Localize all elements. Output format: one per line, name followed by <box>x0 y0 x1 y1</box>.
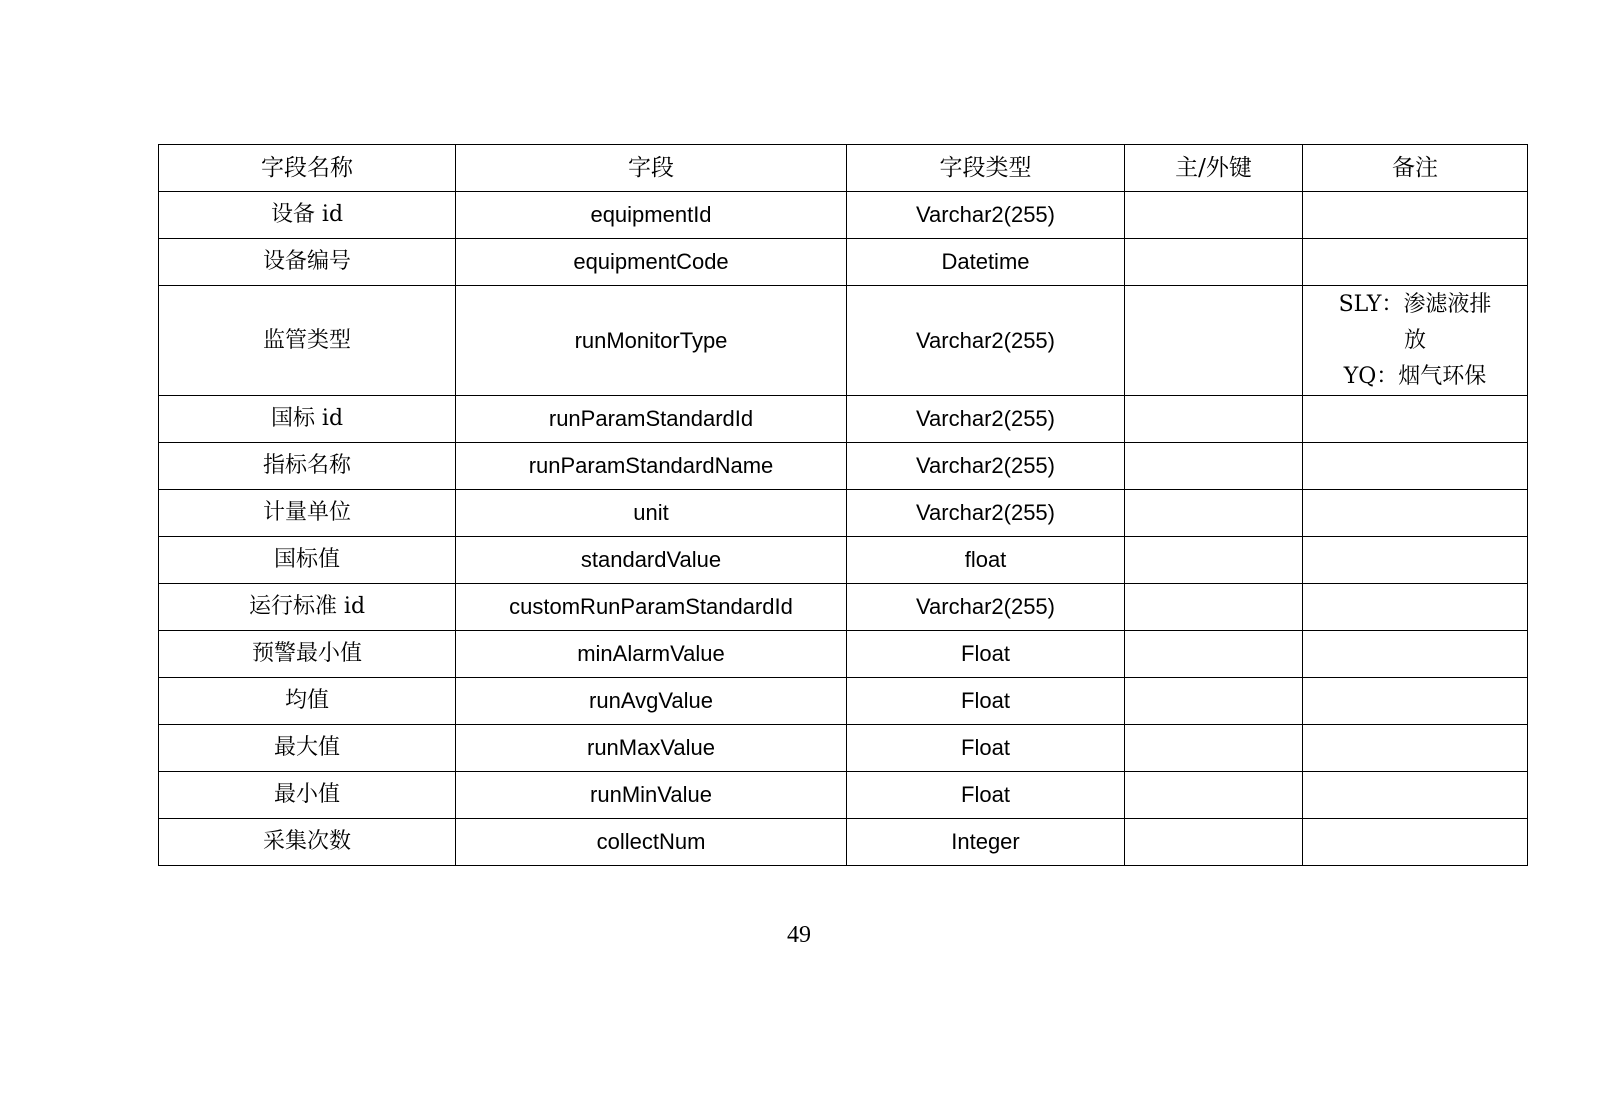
cell-key <box>1125 443 1303 490</box>
cell-field: equipmentCode <box>456 239 847 286</box>
cell-note <box>1303 443 1528 490</box>
cell-field-type: Varchar2(255) <box>847 584 1125 631</box>
cell-field-name: 设备编号 <box>159 239 456 286</box>
cell-note <box>1303 584 1528 631</box>
cell-key <box>1125 584 1303 631</box>
cell-key <box>1125 239 1303 286</box>
table-row <box>159 584 1528 631</box>
cell-field-name: 运行标准 id <box>159 584 456 631</box>
cell-note <box>1303 239 1528 286</box>
header-note: 备注 <box>1303 145 1528 192</box>
cell-field-type: Varchar2(255) <box>847 443 1125 490</box>
table-row <box>159 286 1528 396</box>
table-row <box>159 443 1528 490</box>
table-row <box>159 725 1528 772</box>
cell-field-type: Varchar2(255) <box>847 396 1125 443</box>
cell-field-name: 监管类型 <box>159 286 456 396</box>
table-row <box>159 537 1528 584</box>
table-row <box>159 192 1528 239</box>
header-field-type: 字段类型 <box>847 145 1125 192</box>
cell-field-name: 均值 <box>159 678 456 725</box>
cell-field-type: Float <box>847 772 1125 819</box>
cell-note <box>1303 772 1528 819</box>
table-row <box>159 239 1528 286</box>
cell-field-type: Float <box>847 631 1125 678</box>
cell-field-name: 最大值 <box>159 725 456 772</box>
header-key: 主/外键 <box>1125 145 1303 192</box>
note-line: SLY：渗滤液排 <box>1338 291 1492 317</box>
cell-field: minAlarmValue <box>456 631 847 678</box>
cell-key <box>1125 725 1303 772</box>
cell-field-type: Integer <box>847 819 1125 866</box>
cell-key <box>1125 678 1303 725</box>
cell-field: runParamStandardName <box>456 443 847 490</box>
note-line: YQ：烟气环保 <box>1343 363 1487 389</box>
cell-key <box>1125 772 1303 819</box>
table-row <box>159 678 1528 725</box>
cell-field-type: Varchar2(255) <box>847 490 1125 537</box>
cell-key <box>1125 537 1303 584</box>
cell-field-name: 国标值 <box>159 537 456 584</box>
cell-key <box>1125 192 1303 239</box>
table-row <box>159 772 1528 819</box>
note-line: 放 <box>1403 327 1426 353</box>
cell-field: runMinValue <box>456 772 847 819</box>
cell-note <box>1303 537 1528 584</box>
cell-field-name: 采集次数 <box>159 819 456 866</box>
cell-field: unit <box>456 490 847 537</box>
table-row <box>159 819 1528 866</box>
cell-field: standardValue <box>456 537 847 584</box>
cell-field-type: Varchar2(255) <box>847 192 1125 239</box>
cell-field-name: 指标名称 <box>159 443 456 490</box>
field-definition-table <box>158 144 1528 866</box>
cell-field-name: 设备 id <box>159 192 456 239</box>
cell-field-type: Float <box>847 725 1125 772</box>
cell-field: collectNum <box>456 819 847 866</box>
cell-key <box>1125 286 1303 396</box>
cell-field-type: Float <box>847 678 1125 725</box>
cell-note <box>1303 192 1528 239</box>
cell-field-type: float <box>847 537 1125 584</box>
cell-note <box>1303 819 1528 866</box>
header-field-name: 字段名称 <box>159 145 456 192</box>
table-header-row <box>159 145 1528 192</box>
cell-field: runAvgValue <box>456 678 847 725</box>
cell-note <box>1303 396 1528 443</box>
table-row <box>159 490 1528 537</box>
cell-key <box>1125 396 1303 443</box>
cell-field: runMaxValue <box>456 725 847 772</box>
cell-field-name: 国标 id <box>159 396 456 443</box>
cell-field: runParamStandardId <box>456 396 847 443</box>
cell-key <box>1125 631 1303 678</box>
cell-key <box>1125 819 1303 866</box>
page-number: 49 <box>787 922 811 948</box>
cell-note <box>1303 631 1528 678</box>
cell-field: equipmentId <box>456 192 847 239</box>
cell-field-name: 最小值 <box>159 772 456 819</box>
cell-note <box>1303 490 1528 537</box>
cell-note <box>1303 286 1528 396</box>
cell-note <box>1303 725 1528 772</box>
cell-field-name: 计量单位 <box>159 490 456 537</box>
cell-field-type: Varchar2(255) <box>847 286 1125 396</box>
cell-field: customRunParamStandardId <box>456 584 847 631</box>
cell-key <box>1125 490 1303 537</box>
cell-field-type: Datetime <box>847 239 1125 286</box>
cell-note <box>1303 678 1528 725</box>
cell-field-name: 预警最小值 <box>159 631 456 678</box>
header-field: 字段 <box>456 145 847 192</box>
table-row <box>159 396 1528 443</box>
cell-field: runMonitorType <box>456 286 847 396</box>
table-row <box>159 631 1528 678</box>
